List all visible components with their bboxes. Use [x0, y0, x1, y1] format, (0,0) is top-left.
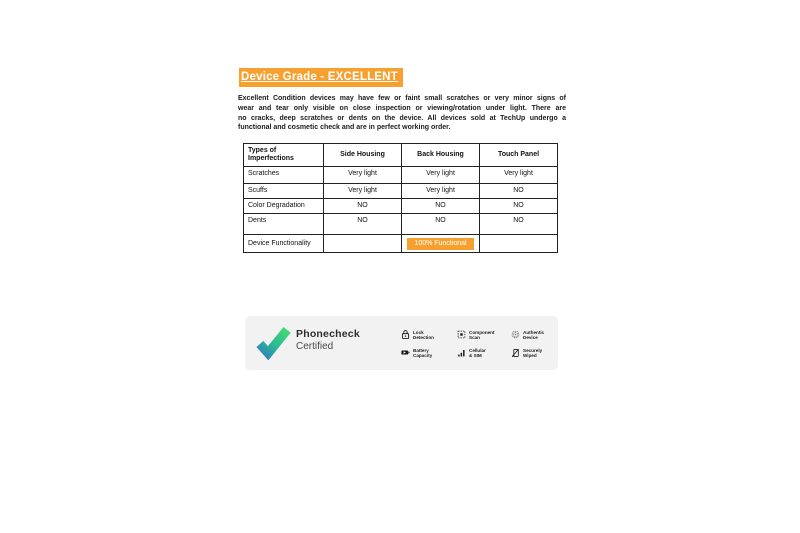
description-paragraph — [238, 94, 566, 133]
feature-label: Component Scan — [469, 330, 495, 341]
cell-value — [402, 235, 480, 253]
feature-component-scan — [457, 329, 507, 344]
brand-subtitle: Certified — [296, 341, 334, 352]
table-header-row — [244, 144, 558, 167]
component-scan-icon — [457, 329, 466, 340]
feature-label: Authentic Device — [523, 330, 545, 341]
table-row-dents — [244, 214, 558, 235]
lock-icon — [401, 329, 410, 340]
cell-value: Very light — [480, 167, 558, 184]
cell-value: NO — [480, 214, 558, 235]
cell-value: NO — [324, 214, 402, 235]
cell-value: Very light — [402, 184, 480, 199]
description-line: Excellent Condition devices may have few or faint small scratches or very minor signs of — [238, 95, 566, 102]
title-block — [239, 67, 403, 87]
functional-highlight: 100% Functional — [407, 238, 473, 250]
col-header-side-housing: Side Housing — [324, 144, 402, 167]
table-row-scuffs — [244, 184, 558, 199]
row-label: Dents — [244, 214, 324, 235]
cell-value: Very light — [324, 167, 402, 184]
row-label: Device Functionality — [244, 235, 324, 253]
cell-value: Very light — [324, 184, 402, 199]
col-header-types: Types of Imperfections — [244, 144, 324, 167]
battery-icon — [401, 347, 410, 358]
feature-battery-capacity — [401, 347, 453, 362]
brand-name: Phonecheck — [296, 328, 360, 340]
feature-lock-detection — [401, 329, 453, 344]
phonecheck-certified-panel — [245, 316, 558, 370]
feature-cellular-sim — [457, 347, 507, 362]
securely-wiped-icon — [511, 347, 520, 358]
feature-label: Lock Detection — [413, 330, 434, 341]
cell-value: NO — [402, 199, 480, 214]
row-label: Scuffs — [244, 184, 324, 199]
feature-securely-wiped — [511, 347, 559, 362]
feature-label: Securely Wiped — [523, 348, 543, 359]
cell-value: NO — [480, 184, 558, 199]
cell-value — [324, 235, 402, 253]
cell-value: Very light — [402, 167, 480, 184]
description-line: no cracks, deep scratches or dents on the device. All devices sold at TechUp undergo a — [238, 114, 566, 122]
cell-value: NO — [480, 199, 558, 214]
feature-label: Battery Capacity — [413, 348, 433, 359]
row-label: Color Degradation — [244, 199, 324, 214]
brand-block — [296, 328, 360, 352]
cell-value: NO — [402, 214, 480, 235]
fingerprint-icon — [511, 329, 520, 340]
table-row-color-degradation — [244, 199, 558, 214]
col-header-back-housing: Back Housing — [402, 144, 480, 167]
table-row-scratches — [244, 167, 558, 184]
cell-value: NO — [324, 199, 402, 214]
page-title: Device Grade - EXCELLENT — [239, 68, 403, 87]
description-line: functional and cosmetic check and are in perfect working order. — [238, 124, 451, 132]
col-header-touch-panel: Touch Panel — [480, 144, 558, 167]
cellular-signal-icon — [457, 347, 466, 358]
certification-features — [401, 329, 559, 362]
phonecheck-checkmark-logo — [256, 326, 291, 360]
description-line: wear and tear only visible on close inspection or viewing/rotation under light. There are — [238, 104, 566, 112]
imperfections-table — [243, 143, 558, 253]
feature-label: Cellular & SIM — [469, 348, 486, 359]
row-label: Scratches — [244, 167, 324, 184]
feature-authentic-device — [511, 329, 559, 344]
cell-value — [480, 235, 558, 253]
table-row-device-functionality — [244, 235, 558, 253]
